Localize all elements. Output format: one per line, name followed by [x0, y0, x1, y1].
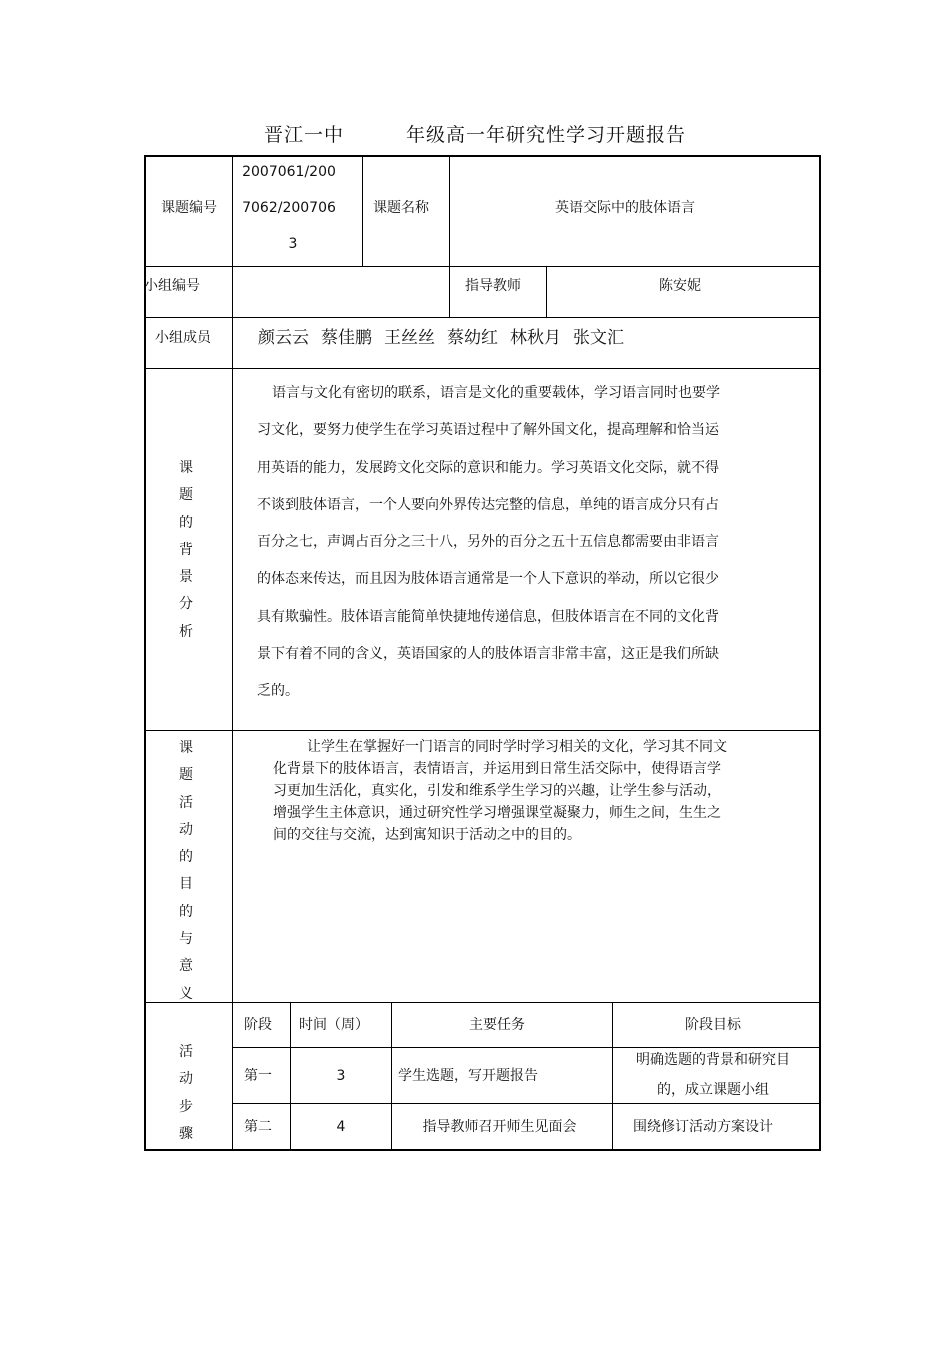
code-value-line: 7062/200706	[242, 200, 336, 216]
row-divider	[146, 730, 819, 731]
col-header-task: 主要任务	[469, 1017, 525, 1033]
group-label: 小组编号	[144, 278, 200, 294]
table-border-bottom	[144, 1149, 821, 1151]
code-value-line: 2007061/200	[242, 164, 336, 180]
col-header-goal: 阶段目标	[685, 1017, 741, 1033]
page-title	[0, 120, 950, 147]
purpose-paragraph: 让学生在掌握好一门语言的同时学时学习相关的文化，学习其不同文 化背景下的肢体语言，表情语言，并运用到日常生活交际中，使得语言学 习更加生活化，真实化，引发和维系学生学习的兴趣，让学生参与活动， 增强学生主体意识，通过研究性学习增强课堂凝聚力，师生之间，生生之 间的交往与交流，达到寓知识于活动之中的目的。	[273, 739, 727, 843]
row-divider	[146, 317, 819, 318]
school-name: 晋江一中	[263, 124, 344, 146]
stage-cell: 第一	[244, 1068, 272, 1084]
row-divider	[232, 1103, 819, 1104]
weeks-cell: 4	[336, 1119, 346, 1135]
member-name: 蔡幼红	[447, 328, 498, 348]
purpose-label: 课 题 活 动 的 目 的 与 意 义	[179, 740, 193, 1002]
row-divider	[146, 1002, 819, 1003]
member-name: 蔡佳鹏	[321, 328, 372, 348]
steps-label: 活 动 步 骤	[179, 1044, 193, 1142]
member-name: 张文汇	[573, 328, 624, 348]
teacher-name: 陈安妮	[659, 278, 701, 294]
report-heading: 年级高一年研究性学习开题报告	[406, 124, 687, 146]
project-name: 英语交际中的肢体语言	[555, 200, 695, 216]
name-label: 课题名称	[373, 200, 429, 216]
background-paragraph: 语言与文化有密切的联系，语言是文化的重要载体，学习语言同时也要学 习文化，要努力使学生在学习英语过程中了解外国文化，提高理解和恰当运 用英语的能力，发展跨文化交际的意识和能力。学习英语文化交际，就不得 不谈到肢体语言，一个人要向外界传达完整的信息，单纯的语言成分只有占 百分之七，声调占百分之三十八，另外的百分之五十五信息都需要由非语言 的体态来传达，而且因为肢体语言通常是一个人下意识的举动，所以它很少 具有欺骗性。肢体语言能简单快捷地传递信息，但肢体语言在不同的文化背 景下有着不同的含义，英语国家的人的肢体语言非常丰富，这正是我们所缺 乏的。	[257, 385, 720, 700]
stage-cell: 第二	[244, 1119, 272, 1135]
col-header-weeks: 时间（周）	[299, 1017, 369, 1033]
member-list	[258, 327, 636, 349]
goal-cell: 明确选题的背景和研究目	[636, 1052, 790, 1068]
col-header-stage: 阶段	[244, 1017, 272, 1033]
task-cell: 指导教师召开师生见面会	[422, 1119, 577, 1135]
code-label: 课题编号	[161, 200, 217, 216]
row-divider	[146, 266, 819, 267]
goal-cell: 围绕修订活动方案设计	[633, 1119, 773, 1135]
task-cell: 学生选题，写开题报告	[398, 1068, 538, 1084]
code-value-line: 3	[288, 236, 298, 252]
table-border-right	[819, 155, 821, 1151]
col-divider	[232, 157, 233, 1149]
member-name: 颜云云	[258, 328, 309, 348]
goal-cell: 的，成立课题小组	[657, 1082, 769, 1098]
teacher-label: 指导教师	[465, 278, 521, 294]
background-label: 课 题 的 背 景 分 析	[179, 460, 193, 640]
weeks-cell: 3	[336, 1068, 346, 1084]
member-name: 王丝丝	[384, 328, 435, 348]
row-divider	[232, 1047, 819, 1048]
table-border-top	[144, 155, 821, 157]
row-divider	[146, 368, 819, 369]
members-label: 小组成员	[155, 330, 211, 346]
member-name: 林秋月	[510, 328, 561, 348]
